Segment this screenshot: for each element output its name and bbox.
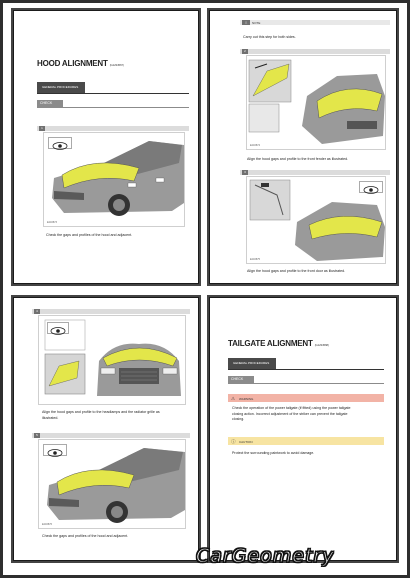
door-illustration [246, 176, 386, 264]
step-caption-line1: Align the hood gaps and profile to the headlamps and the radiator grille as [42, 410, 160, 414]
eye-icon [48, 326, 68, 336]
tab-label: GENERAL PROCEDURES [228, 358, 276, 369]
warning-line3: closing. [232, 417, 245, 421]
page-title [37, 59, 124, 68]
check-label: CHECK [228, 376, 254, 383]
eye-icon-box [359, 181, 383, 193]
eye-icon-box [47, 322, 69, 334]
eye-icon-box [43, 444, 67, 456]
step-bar [32, 309, 190, 314]
step-number: 5 [34, 433, 40, 438]
caution-icon: ⓘ [231, 438, 236, 444]
caution-bar [228, 437, 384, 445]
title-suffix: (G1234568) [314, 343, 329, 347]
page-tailgate-alignment [210, 298, 396, 560]
figure-ref: E246875 [250, 258, 261, 261]
step-caption: Check the gaps and profiles of the hood and adjacent. [46, 233, 133, 237]
check-divider [228, 383, 384, 384]
step-bar [240, 170, 390, 175]
step-bar [37, 126, 189, 131]
warning-line2: closing action. Incorrect adjustment of the striker can prevent the tailgate [232, 411, 348, 416]
step-bar [240, 49, 390, 54]
section-tab [228, 358, 384, 370]
step-number: 4 [34, 309, 40, 314]
caution-text: Protect the surrounding paintwork to avoid damage. [232, 451, 315, 455]
title-text: HOOD ALIGNMENT [37, 59, 108, 68]
step-caption: Align the hood gaps and profile to the front fender as illustrated. [247, 157, 349, 161]
eye-icon-box [48, 137, 72, 149]
step-bar [32, 433, 190, 438]
page-hood-steps-2 [14, 298, 198, 560]
step-number: 2 [242, 49, 248, 54]
tab-underline [37, 93, 189, 94]
note-label: NOTE [252, 20, 261, 25]
brand-watermark: CarGeometry [196, 545, 335, 567]
car-fender-drawing [247, 56, 386, 150]
step-number: 3 [242, 170, 248, 175]
warning-bar [228, 394, 384, 402]
fender-illustration [246, 55, 386, 150]
title-suffix: (G1234567) [109, 63, 124, 67]
step-number: 1 [39, 126, 45, 131]
eye-icon [44, 448, 66, 458]
step-caption: Check the gaps and profiles of the hood and adjacent. [42, 534, 129, 538]
figure-ref: E246873 [47, 221, 58, 224]
eye-icon [49, 141, 71, 151]
step-caption: Align the hood gaps and profile to the front door as illustrated. [247, 269, 346, 273]
figure-ref: E246874 [250, 144, 261, 147]
check-divider [37, 107, 189, 108]
page-title [228, 339, 329, 348]
title-text: TAILGATE ALIGNMENT [228, 339, 313, 348]
step-caption-line2: illustrated. [42, 416, 59, 420]
page-hood-alignment [14, 11, 198, 283]
note-bar [240, 20, 390, 25]
note-icon: △ [242, 20, 250, 25]
eye-icon [360, 185, 382, 195]
hood-illustration [43, 132, 185, 227]
tab-label: GENERAL PROCEDURES [37, 82, 85, 93]
warning-icon: ⚠ [231, 395, 236, 401]
warning-text [232, 406, 350, 423]
caution-label: CAUTION [239, 439, 253, 444]
hood-check-illustration [38, 439, 186, 529]
document-frame [3, 3, 407, 575]
grille-illustration [38, 315, 186, 405]
check-label: CHECK [37, 100, 63, 107]
page-hood-steps [210, 11, 396, 283]
figure-ref: E246876 [42, 523, 53, 526]
warning-label: WARNING [239, 396, 254, 401]
section-tab [37, 82, 189, 94]
note-text: Carry out this step for both sides. [243, 35, 296, 39]
tab-underline [228, 369, 384, 370]
warning-line1: Check the operation of the power tailgate (if fitted) using the power tailgate [232, 406, 351, 410]
